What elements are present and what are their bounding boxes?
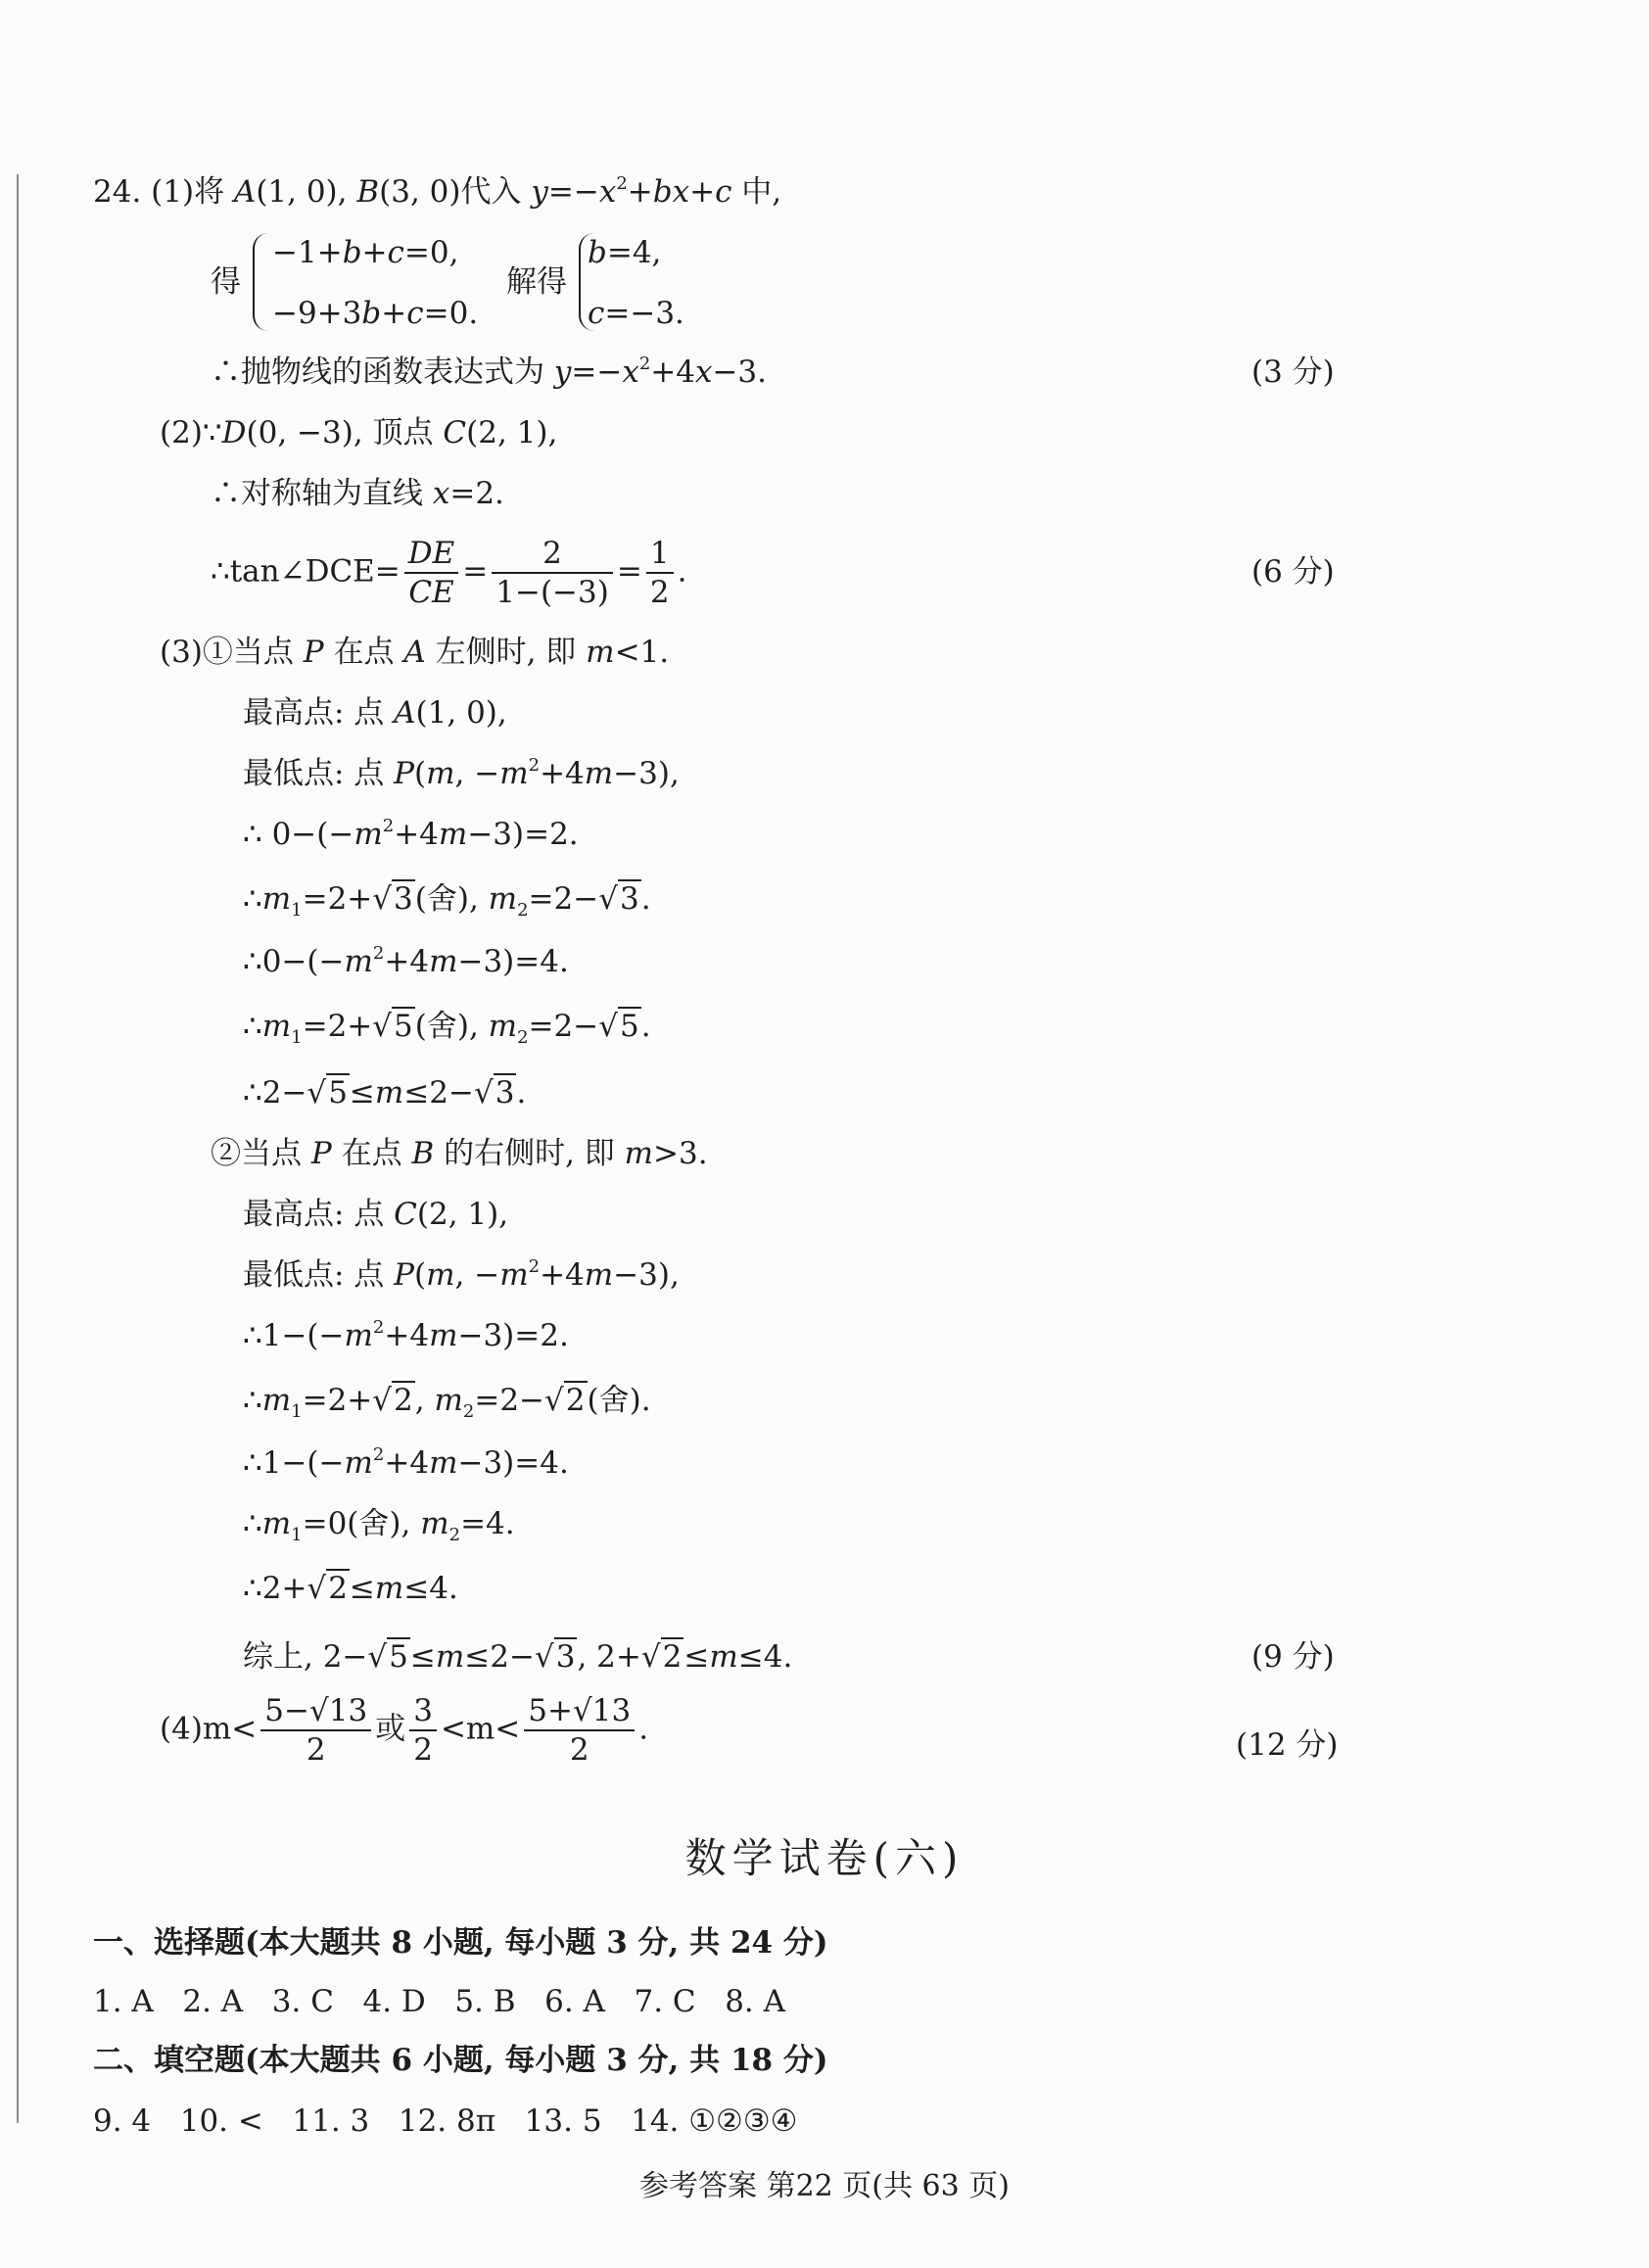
section2-heading: 二、填空题(本大题共 6 小题, 每小题 3 分, 共 18 分) bbox=[93, 2043, 828, 2078]
fraction-5-plus-sqrt13: $\frac{5+√13}{2}$ bbox=[524, 1694, 635, 1767]
q24-part1-equation-2: −9+3b+c=0. bbox=[272, 296, 479, 331]
q24-part3-case2-lowest: 最低点: 点 P(m, $-m^2+4m-3$), bbox=[243, 1256, 680, 1293]
part4-lead: (4)m< bbox=[160, 1711, 258, 1747]
q24-part1-score: (3 分) bbox=[1251, 354, 1335, 390]
section1-answers: 1. A 2. A 3. C 4. D 5. B 6. A 7. C 8. A bbox=[93, 1984, 786, 2019]
q24-part3-case2-highest: 最高点: 点 C(2, 1), bbox=[243, 1197, 509, 1232]
q24-part3-case1-highest: 最高点: 点 A(1, 0), bbox=[243, 695, 507, 731]
q24-part3-case1-roots2: $\therefore m_1=2+√5$(舍), $m_2=2-√5$. bbox=[243, 1009, 651, 1048]
q24-part3-case1-lowest: 最低点: 点 P(m, $-m^2+4m-3$), bbox=[243, 755, 680, 791]
q24-part4: (4)m< $\frac{5-√13}{2}$ 或 $\frac{3}{2}$ <m< $\frac{5+√13}{2}$ . bbox=[160, 1693, 649, 1769]
fraction-de-ce: $\frac{DE}{CE}$ bbox=[404, 537, 458, 609]
q24-part3-case1: (3)①当点 P 在点 A 左侧时, 即 m<1. bbox=[160, 635, 670, 670]
q24-part3-case2-roots1: $\therefore m_1=2+√2$, $m_2=2-√2$(舍). bbox=[243, 1383, 651, 1422]
q24-part1-solution-c: c=−3. bbox=[588, 296, 684, 331]
q24-part3-case1-eq1: ∴ $0-(-m^2+4m-3)=2$. bbox=[243, 816, 579, 852]
q24-part1-solution-b: b=4, bbox=[588, 235, 662, 270]
page-footer: 参考答案 第22 页(共 63 页) bbox=[639, 2169, 1010, 2203]
q24-part3-case1-eq2: $\therefore 0-(-m^2+4m-3)=4$. bbox=[243, 943, 569, 979]
q24-part1-solve-label: 解得 bbox=[506, 264, 567, 300]
tan-lead: ∴tan∠DCE= bbox=[211, 553, 400, 590]
q24-part1-de-label: 得 bbox=[211, 264, 241, 300]
q24-part4-score: (12 分) bbox=[1236, 1727, 1339, 1763]
q24-part2-line1: (2)∵D(0, −3), 顶点 C(2, 1), bbox=[160, 415, 558, 450]
fraction-1-over-2: $\frac{1}{2}$ bbox=[646, 537, 674, 609]
fraction-2-over-4: $\frac{2}{1-(-3)}$ bbox=[492, 537, 613, 609]
q24-part1-equation-1: −1+b+c=0, bbox=[272, 235, 459, 270]
q24-part1-result: ∴抛物线的函数表达式为 $y=-x^2+4x-3$. bbox=[211, 354, 768, 390]
section2-answers: 9. 4 10. < 11. 3 12. 8π 13. 5 14. ①②③④ bbox=[93, 2103, 798, 2139]
paper-title: 数学试卷(六) bbox=[684, 1834, 965, 1882]
q24-part3-case2-range: ∴2+√2≤m≤4. bbox=[243, 1571, 458, 1606]
q24-part3-case2: ②当点 P 在点 B 的右侧时, 即 m>3. bbox=[211, 1136, 708, 1171]
q24-part3-case1-roots1: $\therefore m_1=2+√3$(舍), $m_2=2-√3$. bbox=[243, 881, 651, 921]
section1-heading: 一、选择题(本大题共 8 小题, 每小题 3 分, 共 24 分) bbox=[93, 1925, 828, 1961]
q24-part3-case1-range: ∴2−√5≤m≤2−√3. bbox=[243, 1075, 527, 1110]
q24-part3-summary: 综上, 2−√5≤m≤2−√3, 2+√2≤m≤4. bbox=[243, 1639, 793, 1675]
q24-part3-case2-roots2: $\therefore m_1=0$(舍), $m_2=4$. bbox=[243, 1506, 515, 1545]
q24-part3-case2-eq2: $\therefore 1-(-m^2+4m-3)=4$. bbox=[243, 1444, 569, 1481]
q24-part3-case2-eq1: $\therefore 1-(-m^2+4m-3)=2$. bbox=[243, 1317, 569, 1353]
q24-part1-intro: 24. (1)将 A(1, 0), B(3, 0)代入 $y=-x^2+bx+c$ 中, bbox=[93, 173, 782, 210]
q24-part2-score: (6 分) bbox=[1251, 554, 1335, 590]
fraction-3-over-2: $\frac{3}{2}$ bbox=[409, 1694, 437, 1767]
system-brace-left bbox=[253, 233, 268, 331]
fraction-5-minus-sqrt13: $\frac{5-√13}{2}$ bbox=[260, 1694, 371, 1767]
q24-part2-line2: ∴对称轴为直线 x=2. bbox=[211, 476, 504, 511]
q24-part2-tan: ∴tan∠DCE= $\frac{DE}{CE}$ = $\frac{2}{1-(-3)}$ = $\frac{1}{2}$ . bbox=[211, 536, 687, 611]
q24-part3-score: (9 分) bbox=[1251, 1639, 1335, 1675]
